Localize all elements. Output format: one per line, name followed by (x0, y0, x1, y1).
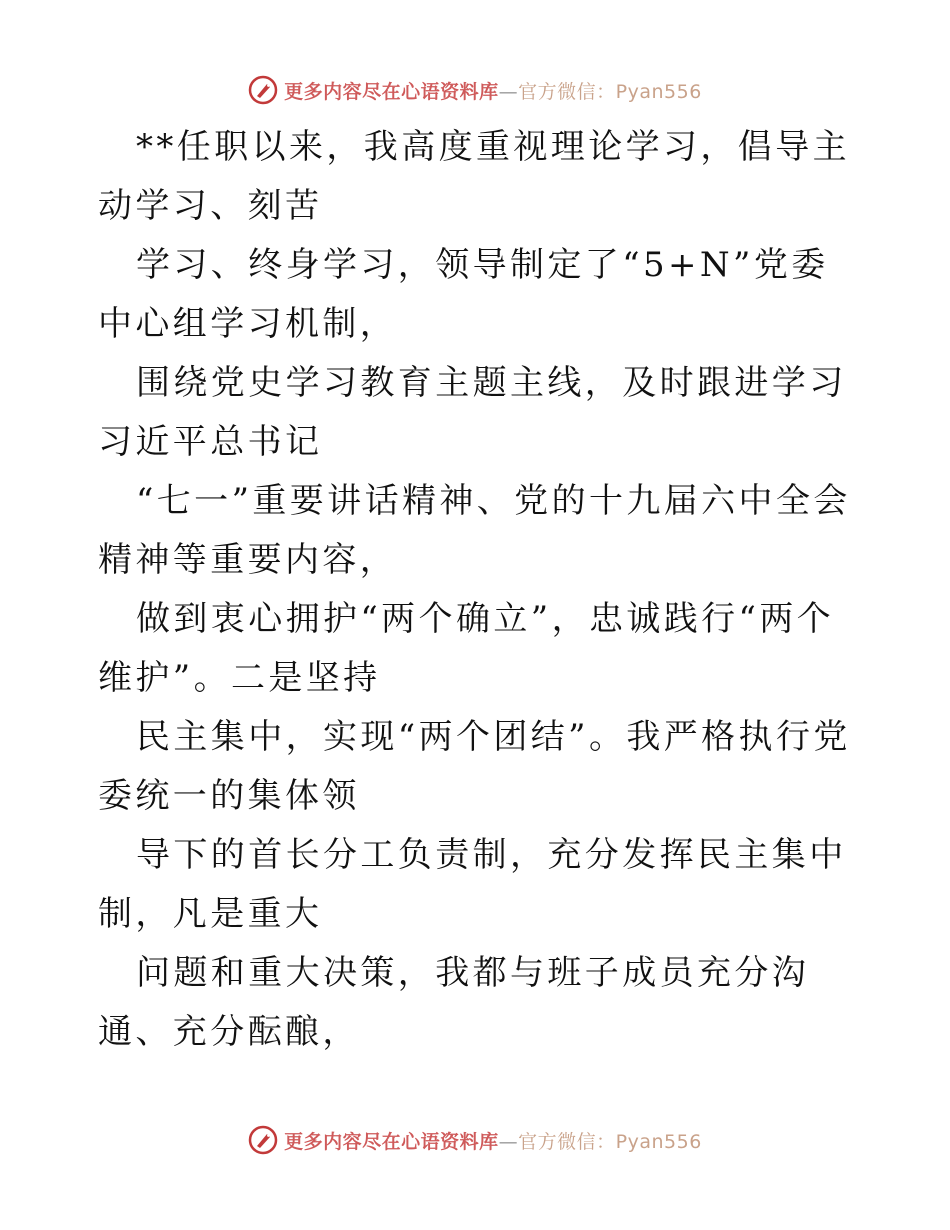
paragraph: 学习、终身学习，领导制定了“5+N”党委中心组学习机制， (98, 245, 829, 344)
paragraph: “七一”重要讲话精神、党的十九届六中全会精神等重要内容， (98, 481, 851, 580)
pen-nib-logo-icon (248, 1125, 278, 1155)
header-watermark (0, 70, 950, 110)
paragraph: 围绕党史学习教育主题主线，及时跟进学习习近平总书记 (98, 363, 847, 462)
watermark-brand: 更多内容尽在心语资料库 (284, 1130, 499, 1153)
paragraph: 导下的首长分工负责制，充分发挥民主集中制，凡是重大 (98, 835, 847, 934)
pen-nib-logo-icon (248, 75, 278, 105)
watermark-separator: — (498, 1130, 519, 1153)
paragraph: 做到衷心拥护“两个确立”，忠诚践行“两个维护”。二是坚持 (98, 599, 835, 698)
paragraph: 民主集中，实现“两个团结”。我严格执行党委统一的集体领 (98, 717, 851, 816)
paragraph: 问题和重大决策，我都与班子成员充分沟通、充分酝酿， (98, 953, 810, 1052)
paragraph: **任职以来，我高度重视理论学习，倡导主动学习、刻苦 (98, 127, 850, 226)
watermark-text (284, 77, 702, 104)
watermark-contact: 官方微信：Pyan556 (518, 1130, 702, 1153)
document-body (98, 118, 858, 1062)
footer-watermark (0, 1120, 950, 1160)
watermark-text (284, 1127, 702, 1154)
watermark-brand: 更多内容尽在心语资料库 (284, 80, 499, 103)
watermark-separator: — (498, 80, 519, 103)
watermark-contact: 官方微信：Pyan556 (518, 80, 702, 103)
